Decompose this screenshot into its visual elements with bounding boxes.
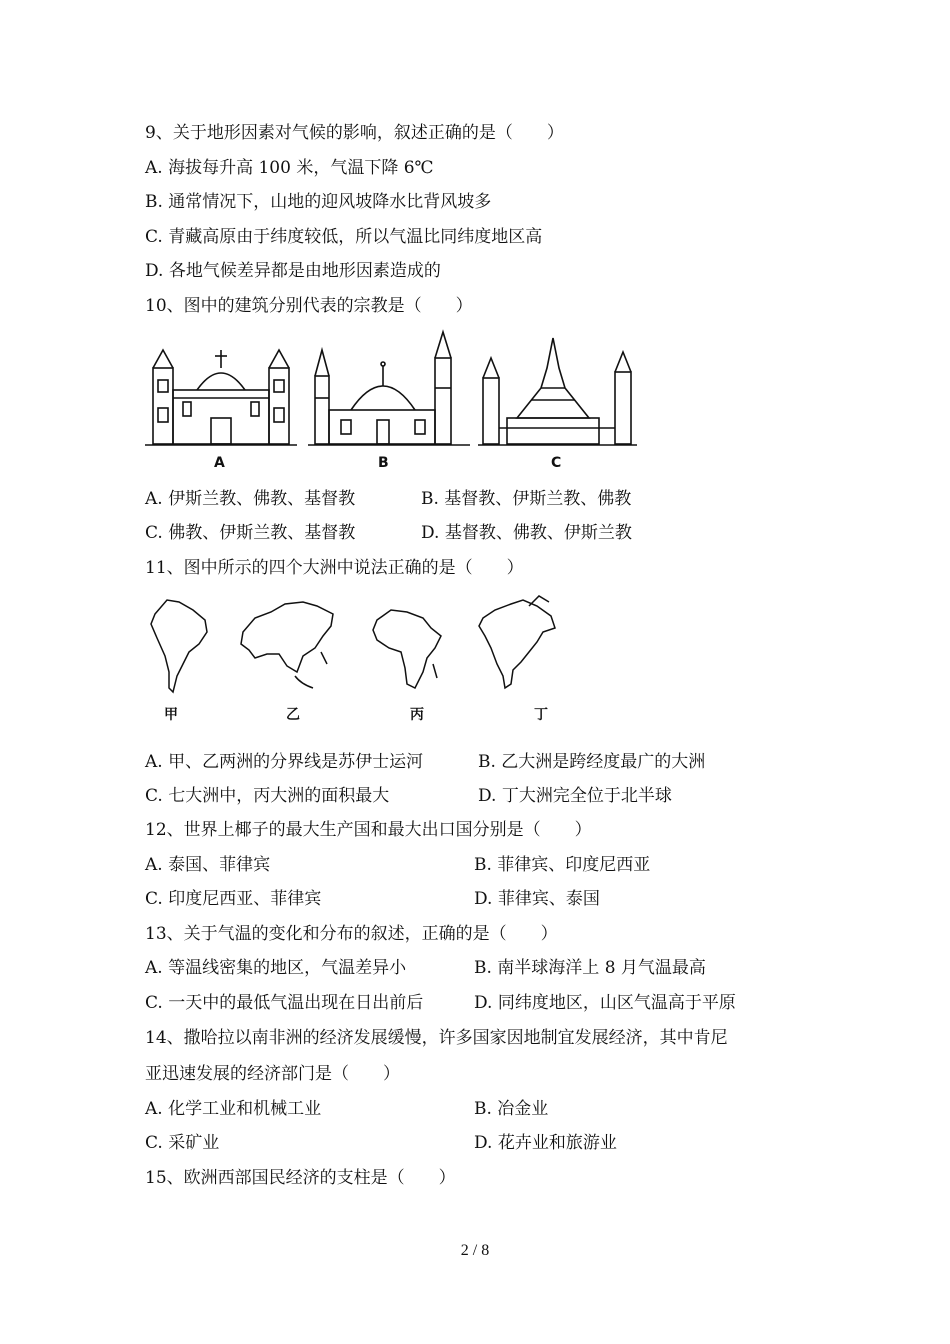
building-label-a: A — [214, 455, 225, 471]
q10-option-c: C. 佛教、伊斯兰教、基督教 — [145, 523, 356, 543]
q11-option-a: A. 甲、乙两洲的分界线是苏伊士运河 — [145, 752, 424, 772]
q12-option-d: D. 菲律宾、泰国 — [474, 889, 600, 909]
north-america-outline-icon — [479, 600, 555, 688]
q13-option-a: A. 等温线密集的地区，气温差异小 — [145, 958, 407, 978]
q14-stem-line1: 14、撒哈拉以南非洲的经济发展缓慢，许多国家因地制宜发展经济，其中肯尼 — [145, 1028, 728, 1048]
q14-option-c: C. 采矿业 — [145, 1133, 220, 1153]
q12-option-a: A. 泰国、菲律宾 — [145, 855, 271, 875]
q10-option-a: A. 伊斯兰教、佛教、基督教 — [145, 489, 356, 509]
continents-figure — [145, 592, 565, 700]
q9-option-d: D. 各地气候差异都是由地形因素造成的 — [145, 261, 441, 281]
q11-stem: 11、图中所示的四个大洲中说法正确的是（ ） — [145, 558, 524, 578]
q12-stem: 12、世界上椰子的最大生产国和最大出口国分别是（ ） — [145, 820, 592, 840]
africa-outline-icon — [373, 610, 441, 688]
pagoda-building-icon — [478, 338, 637, 445]
asia-outline-icon — [241, 602, 333, 672]
q13-option-d: D. 同纬度地区，山区气温高于平原 — [474, 993, 736, 1013]
q13-option-b: B. 南半球海洋上 8 月气温最高 — [474, 958, 706, 978]
mosque-building-icon — [308, 332, 470, 445]
page-number: 2 / 8 — [460, 1242, 490, 1259]
q9-stem: 9、关于地形因素对气候的影响，叙述正确的是（ ） — [145, 123, 564, 143]
q14-stem-line2: 亚迅速发展的经济部门是（ ） — [145, 1064, 400, 1084]
building-label-c: C — [551, 455, 562, 471]
q15-stem: 15、欧洲西部国民经济的支柱是（ ） — [145, 1168, 456, 1188]
q11-option-d: D. 丁大洲完全位于北半球 — [478, 786, 672, 806]
q14-option-d: D. 花卉业和旅游业 — [474, 1133, 617, 1153]
continent-label-jia: 甲 — [164, 707, 178, 723]
continent-label-ding: 丁 — [534, 707, 548, 723]
continent-label-yi: 乙 — [286, 707, 300, 723]
south-america-outline-icon — [151, 600, 207, 692]
q12-option-c: C. 印度尼西亚、菲律宾 — [145, 889, 322, 909]
building-label-b: B — [378, 455, 389, 471]
q10-stem: 10、图中的建筑分别代表的宗教是（ ） — [145, 296, 473, 316]
q10-option-d: D. 基督教、佛教、伊斯兰教 — [421, 523, 632, 543]
q9-option-b: B. 通常情况下，山地的迎风坡降水比背风坡多 — [145, 192, 492, 212]
q14-option-a: A. 化学工业和机械工业 — [145, 1099, 322, 1119]
q11-option-b: B. 乙大洲是跨经度最广的大洲 — [478, 752, 706, 772]
q14-option-b: B. 冶金业 — [474, 1099, 549, 1119]
religious-buildings-figure — [145, 328, 640, 448]
q12-option-b: B. 菲律宾、印度尼西亚 — [474, 855, 651, 875]
continent-label-bing: 丙 — [410, 707, 424, 723]
church-building-icon — [145, 350, 297, 445]
q9-option-a: A. 海拔每升高 100 米，气温下降 6℃ — [145, 158, 434, 178]
q11-option-c: C. 七大洲中，丙大洲的面积最大 — [145, 786, 390, 806]
q10-option-b: B. 基督教、伊斯兰教、佛教 — [421, 489, 632, 509]
q9-option-c: C. 青藏高原由于纬度较低，所以气温比同纬度地区高 — [145, 227, 543, 247]
q13-stem: 13、关于气温的变化和分布的叙述，正确的是（ ） — [145, 924, 558, 944]
q13-option-c: C. 一天中的最低气温出现在日出前后 — [145, 993, 424, 1013]
